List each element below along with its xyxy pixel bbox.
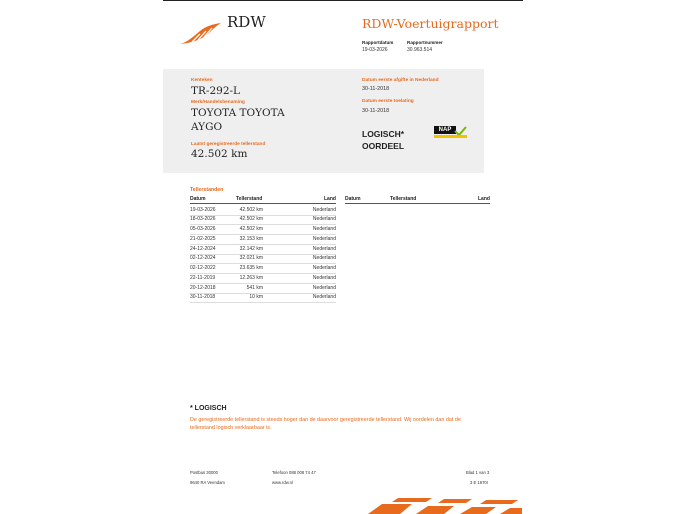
row-country: Nederland: [312, 265, 336, 271]
nap-label: NAP: [434, 126, 456, 134]
row-odometer: 42.502 km: [239, 226, 263, 232]
top-border: [163, 0, 523, 1]
note-text: De geregistreerde tellerstand is steeds hoger dan de daarvoor geregistreerde tellerstand. Wij oordelen dan dat de tellerstand logisch verklaarbaar is.: [190, 417, 461, 431]
col-date: Datum: [190, 196, 206, 202]
report-date: 19-03-2026: [362, 47, 388, 53]
table-row: [190, 293, 336, 304]
row-date: 30-11-2018: [190, 294, 216, 301]
odo-value: 42.502 km: [191, 148, 248, 160]
row-odometer: 42.502 km: [239, 216, 263, 223]
verdict: [362, 128, 404, 152]
header-rule-2: [345, 203, 490, 204]
plate-value: TR-292-L: [191, 85, 241, 97]
row-date: 24-12-2024: [190, 245, 216, 252]
row-date: 19-03-2026: [190, 206, 216, 213]
table-title: Tellerstanden: [190, 187, 224, 193]
decorative-stripes: [368, 498, 522, 514]
row-date: 02-12-2024: [190, 255, 216, 262]
footer-page: Blad 1 van 3: [466, 470, 490, 475]
report-date-label: Rapportdatum: [362, 40, 394, 45]
verdict-line1: LOGISCH*: [362, 129, 405, 139]
first-admission-label: Datum eerste toelating: [362, 99, 414, 104]
rdw-logo-icon: [178, 22, 222, 46]
col-country: Land: [324, 196, 336, 202]
make-line2: AYGO: [191, 121, 223, 133]
first-issue-label: Datum eerste afgifte in Nederland: [362, 78, 439, 83]
col-odo-2: Tellerstand: [390, 196, 417, 202]
footer-po-box: Postbus 30000: [190, 470, 218, 475]
row-country: Nederland: [312, 226, 336, 232]
plate-label: Kenteken: [191, 78, 213, 83]
row-odometer: 10 km: [249, 294, 263, 301]
row-odometer: 42.502 km: [239, 206, 263, 213]
row-date: 21-02-2025: [190, 235, 216, 242]
header-rule: [190, 203, 336, 204]
brand-name: RDW: [227, 13, 266, 31]
row-country: Nederland: [312, 284, 336, 291]
col-country-2: Land: [478, 196, 490, 202]
note-title: * LOGISCH: [190, 405, 227, 412]
verdict-line2: OORDEEL: [362, 141, 405, 151]
row-date: 20-12-2018: [190, 284, 216, 291]
footer-city: 9640 RA Veendam: [190, 480, 225, 485]
row-country: Nederland: [312, 235, 336, 242]
row-country: Nederland: [312, 245, 336, 252]
row-country: Nederland: [312, 255, 336, 262]
row-date: 18-03-2026: [190, 216, 216, 223]
first-admission-value: 30-11-2018: [362, 108, 390, 114]
nap-badge: [434, 126, 467, 138]
col-odo: Tellerstand: [236, 196, 263, 202]
row-odometer: 32.153 km: [239, 235, 263, 242]
make-line1: TOYOTA TOYOTA: [191, 107, 285, 119]
row-odometer: 32.142 km: [239, 245, 263, 252]
report-number: 30.963.514: [407, 47, 433, 53]
footer-phone: Telefoon 088 008 74 47: [272, 470, 316, 475]
row-country: Nederland: [312, 206, 336, 213]
report-number-label: Rapportnummer: [407, 40, 443, 45]
footer-web: www.rdw.nl: [272, 480, 293, 485]
col-date-2: Datum: [345, 196, 361, 202]
row-date: 02-12-2022: [190, 265, 216, 271]
row-country: Nederland: [312, 294, 336, 301]
row-country: Nederland: [312, 216, 336, 223]
first-issue-value: 30-11-2018: [362, 86, 390, 92]
row-odometer: 541 km: [246, 284, 263, 291]
row-odometer: 32.021 km: [239, 255, 263, 262]
odo-label: Laatst geregistreerde tellerstand: [191, 142, 266, 147]
row-date: 05-03-2026: [190, 226, 216, 232]
report-title: RDW-Voertuigrapport: [362, 16, 499, 31]
row-country: Nederland: [312, 274, 336, 281]
row-date: 22-11-2019: [190, 274, 216, 281]
row-odometer: 23.635 km: [239, 265, 263, 271]
make-label: Merk/Handelsbenaming: [191, 100, 245, 105]
nap-stripe: [434, 135, 467, 138]
row-odometer: 12.263 km: [239, 274, 263, 281]
footer-code: 3 E 1670I: [470, 480, 488, 485]
